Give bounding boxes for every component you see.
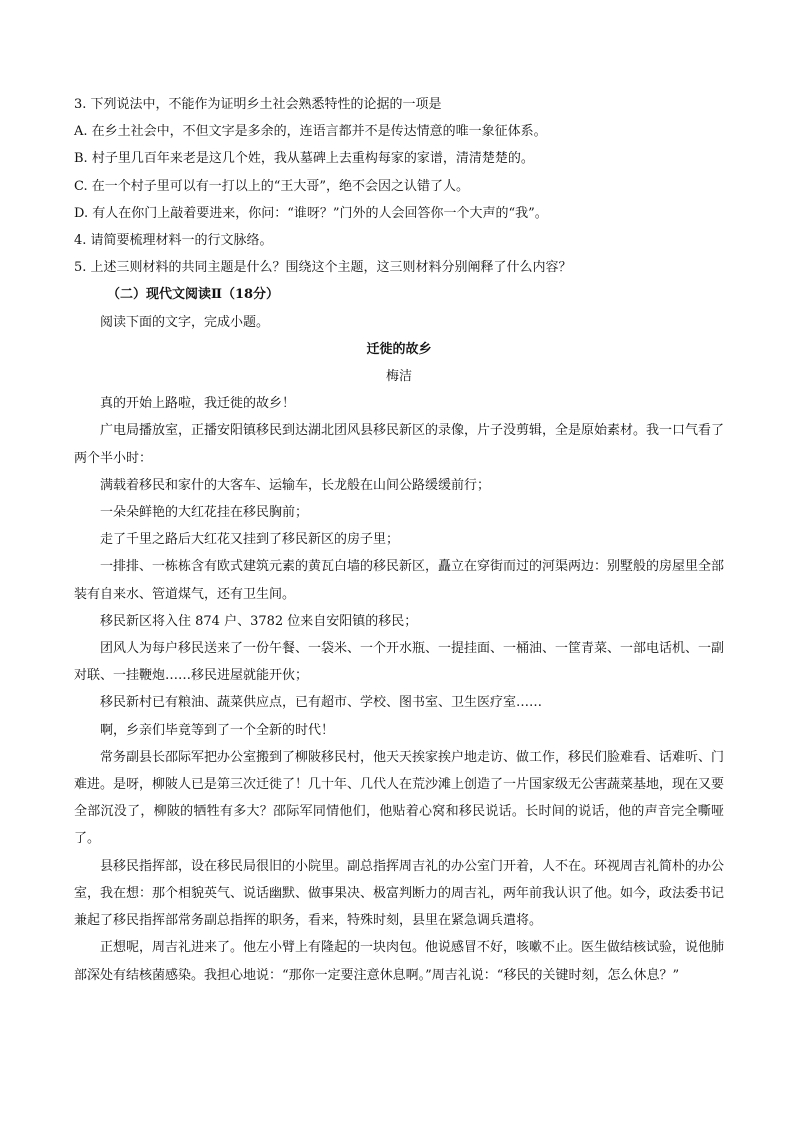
article-paragraph: 常务副县长邵际军把办公室搬到了柳陂移民村，他天天挨家挨户地走访、做工作，移民们脸难看、话难听、门难进。是呀，柳陂人已是第三次迁徙了！几十年、几代人在荒沙滩上创造了一片国家级无公害蔬菜基地，现在又要全部沉没了，柳陂的牺牲有多大？邵际军同情他们，他贴着心窝和移民说话。长时间的说话，他的声音完全嘶哑了。: [74, 749, 725, 847]
section-instruction: 阅读下面的文字，完成小题。: [100, 314, 270, 330]
option-d: D. 有人在你门上敲着要进来，你问：“谁呀？”门外的人会回答你一个大声的“我”。: [74, 205, 548, 221]
article-paragraph: 一排排、一栋栋含有欧式建筑元素的黄瓦白墙的移民新区，矗立在穿街而过的河渠两边：别墅般的房屋里全部装有自来水、管道煤气，还有卫生间。: [74, 559, 725, 602]
article-author: 梅洁: [385, 369, 412, 385]
option-a: A. 在乡土社会中，不但文字是多余的，连语言都并不是传达情意的唯一象征体系。: [74, 124, 547, 140]
article-paragraph: 移民新村已有粮油、蔬菜供应点，已有超市、学校、图书室、卫生医疗室……: [100, 695, 543, 711]
section-heading: （二）现代文阅读Ⅱ（18分）: [107, 287, 280, 303]
article-paragraph: 一朵朵鲜艳的大红花挂在移民胸前；: [100, 505, 309, 521]
article-paragraph: 真的开始上路啦，我迁徙的故乡！: [100, 396, 296, 412]
question-3: 3. 下列说法中，不能作为证明乡土社会熟悉特性的论据的一项是: [74, 97, 442, 112]
article-paragraph: 满载着移民和家什的大客车、运输车，长龙般在山间公路缓缓前行；: [100, 477, 491, 493]
question-5: 5. 上述三则材料的共同主题是什么？围绕这个主题，这三则材料分别阐释了什么内容？: [74, 260, 572, 276]
article-paragraph: 正想呢，周吉礼进来了。他左小臂上有隆起的一块肉包。他说感冒不好，咳嗽不止。医生做结核试验，说他肺部深处有结核菌感染。我担心地说：“那你一定要注意休息啊。”周吉礼说：“移民的关键时刻，怎么休息？”: [74, 940, 725, 983]
article-paragraph: 县移民指挥部，设在移民局很旧的小院里。副总指挥周吉礼的办公室门开着，人不在。环视周吉礼简朴的办公室，我在想：那个相貌英气、说话幽默、做事果决、极富判断力的周吉礼，两年前我认识了他。如今，政法委书记兼起了移民指挥部常务副总指挥的职务，看来，特殊时刻，县里在紧急调兵遣将。: [74, 858, 725, 929]
article-paragraph: 啊，乡亲们毕竟等到了一个全新的时代！: [100, 722, 335, 738]
question-4: 4. 请简要梳理材料一的行文脉络。: [74, 233, 273, 249]
article-paragraph: 团风人为每户移民送来了一份午餐、一袋米、一个开水瓶、一提挂面、一桶油、一筐青菜、一部电话机、一副对联、一挂鞭炮……移民进屋就能开伙；: [74, 641, 725, 684]
option-b: B. 村子里几百年来老是这几个姓，我从墓碑上去重构每家的家谱，清清楚楚的。: [74, 151, 534, 167]
article-paragraph: 走了千里之路后大红花又挂到了移民新区的房子里；: [100, 532, 400, 548]
article-paragraph: 广电局播放室，正播安阳镇移民到达湖北团风县移民新区的录像，片子没剪辑，全是原始素材。我一口气看了两个半小时：: [74, 423, 725, 466]
article-title: 迁徙的故乡: [366, 341, 432, 357]
article-paragraph: 移民新区将入住 874 户、3782 位来自安阳镇的移民；: [100, 613, 418, 629]
page-content: [74, 91, 724, 989]
option-c: C. 在一个村子里可以有一打以上的“王大哥”，绝不会因之认错了人。: [74, 178, 470, 194]
